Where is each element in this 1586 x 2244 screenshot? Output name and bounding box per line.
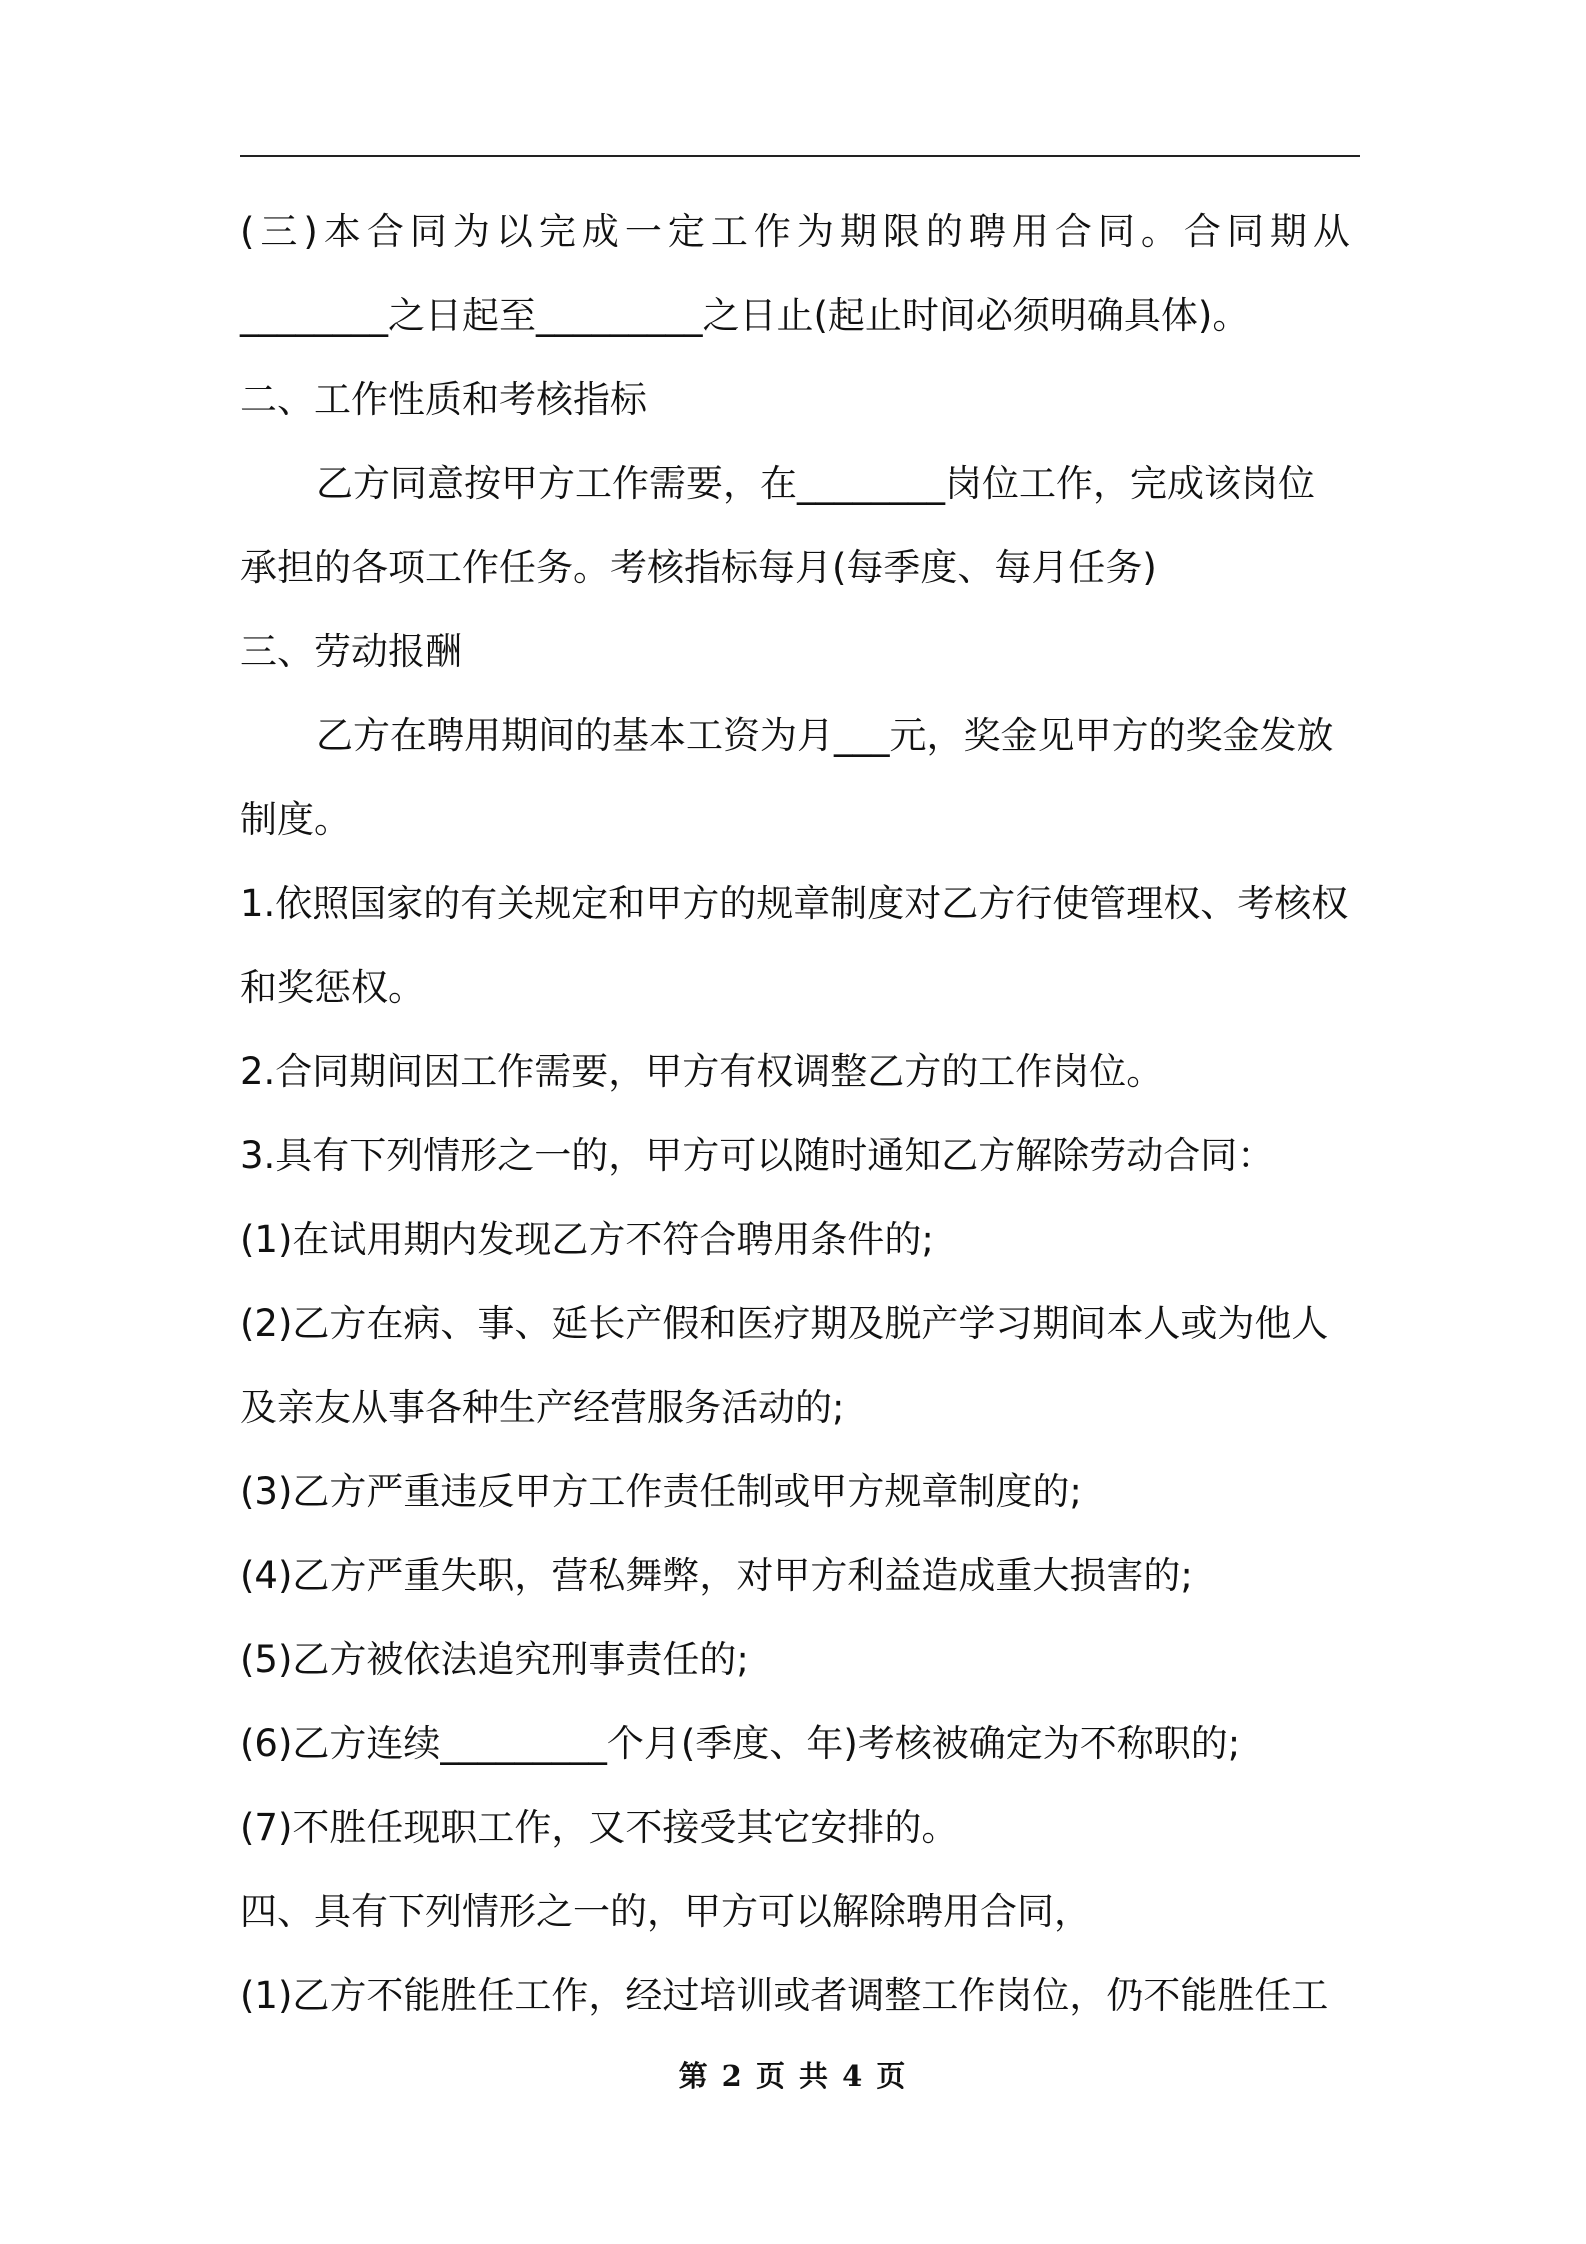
text-line: ________之日起至_________之日止(起止时间必须明确具体)。 <box>240 294 1250 337</box>
section-heading: 三、劳动报酬 <box>240 630 462 673</box>
list-item: 3.具有下列情形之一的，甲方可以随时通知乙方解除劳动合同： <box>240 1134 1275 1177</box>
list-item: (5)乙方被依法追究刑事责任的; <box>240 1638 749 1681</box>
header-rule <box>240 155 1360 157</box>
list-item: (7)不胜任现职工作，又不接受其它安排的。 <box>240 1806 959 1849</box>
list-item: 2.合同期间因工作需要，甲方有权调整乙方的工作岗位。 <box>240 1050 1164 1093</box>
text-line: 乙方在聘用期间的基本工资为月___元，奖金见甲方的奖金发放 <box>316 714 1334 757</box>
list-item: (2)乙方在病、事、延长产假和医疗期及脱产学习期间本人或为他人 <box>240 1302 1329 1345</box>
document-body <box>240 190 1360 2038</box>
page-number: 第 2 页 共 4 页 <box>678 2059 908 2093</box>
list-item: (1)乙方不能胜任工作，经过培训或者调整工作岗位，仍不能胜任工 <box>240 1974 1329 2017</box>
list-item: (4)乙方严重失职，营私舞弊，对甲方利益造成重大损害的; <box>240 1554 1193 1597</box>
list-item: (3)乙方严重违反甲方工作责任制或甲方规章制度的; <box>240 1470 1082 1513</box>
text-line: 乙方同意按甲方工作需要，在________岗位工作，完成该岗位 <box>316 462 1315 505</box>
list-item: (6)乙方连续_________个月(季度、年)考核被确定为不称职的; <box>240 1722 1241 1765</box>
text-line: 及亲友从事各种生产经营服务活动的; <box>240 1386 845 1429</box>
text-line: 承担的各项工作任务。考核指标每月(每季度、每月任务) <box>240 546 1157 589</box>
text-line: 制度。 <box>240 798 351 841</box>
text-line: 和奖惩权。 <box>240 966 425 1009</box>
text-line: (三)本合同为以完成一定工作为期限的聘用合同。合同期从 <box>240 210 1356 253</box>
section-heading: 四、具有下列情形之一的，甲方可以解除聘用合同， <box>240 1890 1091 1933</box>
list-item: 1.依照国家的有关规定和甲方的规章制度对乙方行使管理权、考核权 <box>240 882 1349 925</box>
list-item: (1)在试用期内发现乙方不符合聘用条件的; <box>240 1218 934 1261</box>
section-heading: 二、工作性质和考核指标 <box>240 378 647 421</box>
